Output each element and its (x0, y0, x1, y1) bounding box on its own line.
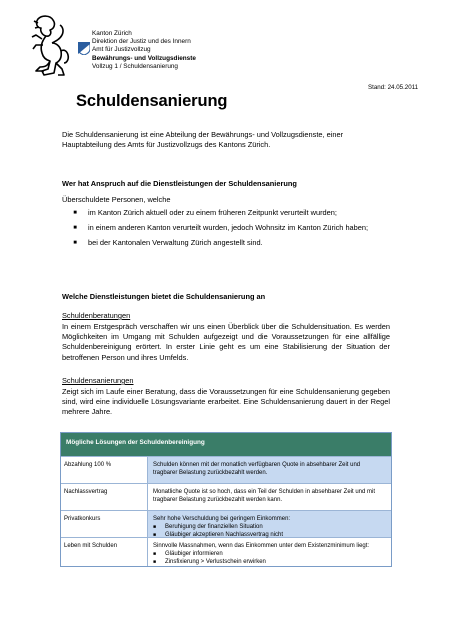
bullet-icon: ■ (73, 210, 77, 216)
subheading-debt-counselling: Schuldenberatungen (62, 311, 131, 320)
row-text: Sinnvolle Massnahmen, wenn das Einkommen unter dem Existenzminimum liegt: (153, 543, 370, 549)
eligibility-list (62, 208, 392, 254)
list-item: ■ im Kanton Zürich aktuell oder zu einem früheren Zeitpunkt verurteilt wurden; (62, 208, 392, 218)
header-line: Direktion der Justiz und des Innern (92, 38, 191, 46)
row-label: Leben mit Schulden (61, 538, 148, 566)
bullet-icon: ■ (153, 551, 157, 557)
table-row (61, 456, 391, 483)
eligibility-lead: Überschuldete Personen, welche (62, 195, 171, 204)
solutions-table (60, 432, 392, 567)
list-item: ■ bei der Kantonalen Verwaltung Zürich angestellt sind. (62, 238, 392, 248)
table-row (61, 537, 391, 566)
organisation-header (92, 30, 196, 71)
debt-restructuring-paragraph: Zeigt sich im Laufe einer Beratung, dass die Voraussetzungen für eine Schuldensanierung gegeben sind, wird eine individuelle Lösungsvariante erarbeitet. Eine Schuldensanierung dauert in der Regel mehrere Jahre. (62, 387, 390, 417)
header-line: Amt für Justizvollzug (92, 46, 151, 54)
header-line: Kanton Zürich (92, 30, 132, 37)
list-item: ■ Gläubiger akzeptieren Nachlassvertrag nicht (153, 532, 284, 538)
bullet-icon: ■ (153, 559, 157, 565)
bullet-icon: ■ (153, 524, 157, 530)
canton-shield-icon (78, 42, 90, 55)
row-text: Monatliche Quote ist so hoch, dass ein Teil der Schulden in absehbarer Zeit und mit tragbarer Belastung zurückbezahlt werden kann. (153, 489, 376, 503)
bullet-icon: ■ (73, 225, 77, 232)
subheading-debt-restructuring: Schuldensanierungen (62, 376, 134, 385)
row-label: Abzahlung 100 % (61, 457, 148, 483)
list-item: ■ Zinsfixierung > Verlustschein erwirken (153, 559, 266, 565)
bullet-icon: ■ (73, 240, 77, 247)
section-heading-eligibility: Wer hat Anspruch auf die Dienstleistungen der Schuldensanierung (62, 179, 297, 188)
debt-counselling-paragraph: In einem Erstgespräch verschaffen wir uns einen Überblick über die Schuldensituation. Es werden Möglichkeiten im Umgang mit Schulden aufgezeigt und die Voraussetzungen für eine allfällige Schuldenbereinigung erörtert. In erster Linie geht es um eine Stabilisierung der Situation der betroffenen Person und ihres Umfelds. (62, 322, 390, 362)
row-label: Privatkonkurs (61, 511, 148, 537)
row-text: Sehr hohe Verschuldung bei geringem Einkommen: (153, 516, 291, 522)
intro-paragraph: Die Schuldensanierung ist eine Abteilung der Bewährungs- und Vollzugsdienste, einer Hauptabteilung des Amts für Justizvollzugs des Kantons Zürich. (62, 130, 344, 150)
row-label: Nachlassvertrag (61, 484, 148, 510)
section-heading-services: Welche Dienstleistungen bietet die Schuldensanierung an (62, 292, 266, 301)
list-item: ■ Gläubiger informieren (153, 551, 223, 557)
header-line: Vollzug 1 / Schuldensanierung (92, 62, 178, 70)
date-stamp: Stand: 24.05.2011 (368, 84, 419, 91)
list-item: ■ Beruhigung der finanziellen Situation (153, 524, 263, 530)
row-text: Schulden können mit der monatlich verfügbaren Quote in absehbarer Zeit und tragbarer Belastung zurückbezahlt werden. (148, 457, 391, 483)
page-title: Schuldensanierung (76, 92, 228, 110)
table-row (61, 510, 391, 537)
list-item: ■ in einem anderen Kanton verurteilt wurden, jedoch Wohnsitz im Kanton Zürich haben; (62, 223, 392, 233)
bullet-icon: ■ (153, 532, 157, 538)
header-department: Bewährungs- und Vollzugsdienste (92, 54, 196, 62)
table-header: Mögliche Lösungen der Schuldenbereinigung (61, 433, 391, 456)
table-row (61, 483, 391, 510)
kanton-zuerich-logo (26, 13, 72, 79)
